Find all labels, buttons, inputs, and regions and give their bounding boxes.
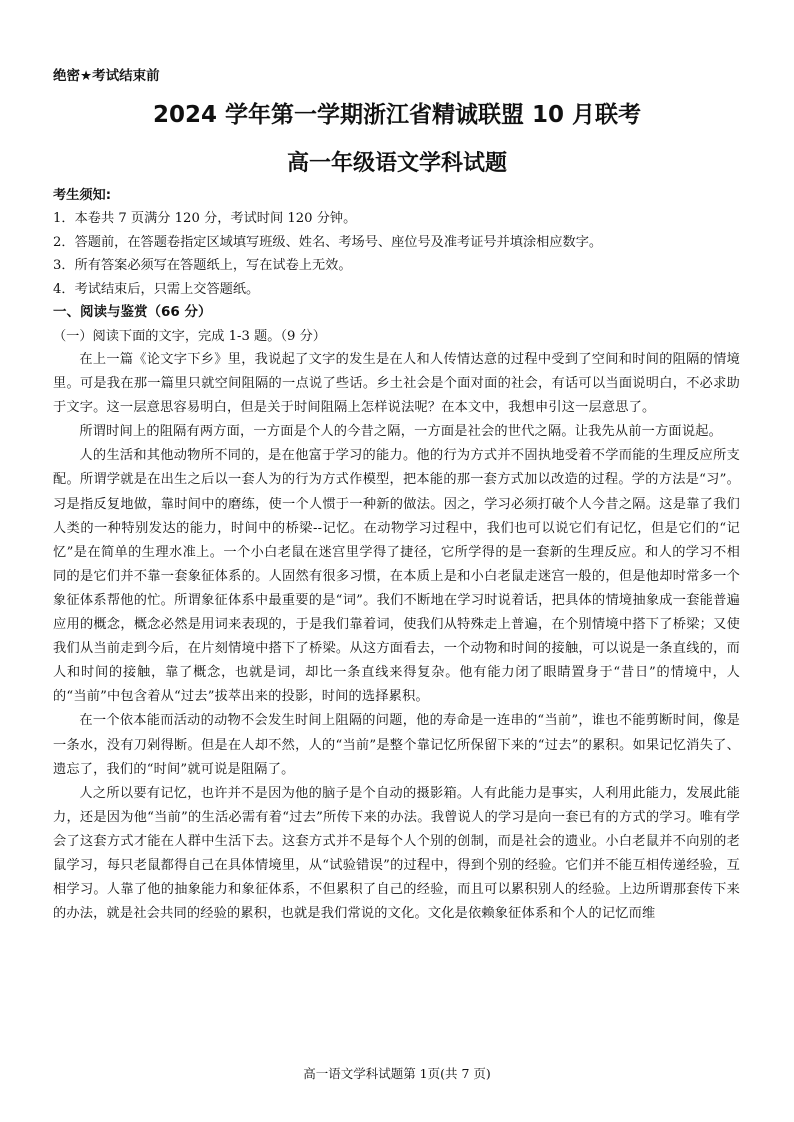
passage-paragraph: 所谓时间上的阻隔有两方面，一方面是个人的今昔之隔，一方面是社会的世代之隔。让我先从前一方面说起。: [79, 424, 722, 440]
notice-item: 2．答题前，在答题卷指定区域填写班级、姓名、考场号、座位号及准考证号并填涂相应数字。: [53, 234, 603, 250]
reading-passage: [53, 348, 740, 926]
passage-paragraph: 在一个依本能而活动的动物不会发生时间上阻隔的问题，他的寿命是一连串的“当前”，谁也不能剪断时间，像是一条水，没有刀剁得断。但是在人却不然，人的“当前”是整个靠记忆所保留下来的“过去”的累积。如果记忆消失了、遗忘了，我们的“时间”就可说是阻隔了。: [53, 713, 740, 777]
exam-subtitle: 高一年级语文学科试题: [286, 151, 507, 176]
section-heading: 一、阅读与鉴赏（66 分）: [53, 304, 212, 320]
passage-paragraph: 在上一篇《论文字下乡》里，我说起了文字的发生是在人和人传情达意的过程中受到了空间和时间的阻隔的情境里。可是我在那一篇里只就空间阻隔的一点说了些话。乡土社会是个面对面的社会，有话可以当面说明白，不必求助于文字。这一层意思容易明白，但是关于时间阻隔上怎样说法呢？在本文中，我想申引这一层意思了。: [53, 352, 740, 416]
passage-paragraph: 人的生活和其他动物所不同的，是在他富于学习的能力。他的行为方式并不固执地受着不学而能的生理反应所支配。所谓学就是在出生之后以一套人为的行为方式作模型，把本能的那一套方式加以改造的过程。学的方法是“习”。习是指反复地做，靠时间中的磨练，使一个人惯于一种新的做法。因之，学习必须打破个人今昔之隔。这是靠了我们人类的一种特别发达的能力，时间中的桥梁--记忆。在动物学习过程中，我们也可以说它们有记忆，但是它们的“记忆”是在简单的生理水准上。一个小白老鼠在迷宫里学得了捷径，它所学得的是一套新的生理反应。和人的学习不相同的是它们并不靠一套象征体系的。人固然有很多习惯，在本质上是和小白老鼠走迷宫一般的，但是他却时常多一个象征体系帮他的忙。所谓象征体系中最重要的是“词”。我们不断地在学习时说着话，把具体的情境抽象成一套能普遍应用的概念，概念必然是用词来表现的，于是我们靠着词，使我们从特殊走上普遍，在个别情境中搭下了桥梁；又使我们从当前走到今后，在片刻情境中搭下了桥梁。从这方面看去，一个动物和时间的接触，可以说是一条直线的，而人和时间的接触，靠了概念，也就是词，却比一条直线来得复杂。他有能力闭了眼睛置身于“昔日”的情境中，人的“当前”中包含着从“过去”拔萃出来的投影，时间的选择累积。: [53, 448, 740, 705]
notice-item: 4．考试结束后，只需上交答题纸。: [53, 281, 260, 297]
passage-paragraph: 人之所以要有记忆，也许并不是因为他的脑子是个自动的摄影箱。人有此能力是事实，人利用此能力，发展此能力，还是因为他“当前”的生活必需有着“过去”所传下来的办法。我曾说人的学习是向一套已有的方式的学习。唯有学会了这套方式才能在人群中生活下去。这套方式并不是每个人个别的创制，而是社会的遗业。小白老鼠并不向别的老鼠学习，每只老鼠都得自己在具体情境里，从“试验错误”的过程中，得到个别的经验。它们并不能互相传递经验，互相学习。人靠了他的抽象能力和象征体系，不但累积了自己的经验，而且可以累积别人的经验。上边所谓那套传下来的办法，就是社会共同的经验的累积，也就是我们常说的文化。文化是依赖象征体系和个人的记忆而维: [53, 785, 740, 922]
candidate-notice: [53, 184, 753, 301]
notice-heading: 考生须知:: [53, 188, 112, 203]
notice-item: 1．本卷共 7 页满分 120 分，考试时间 120 分钟。: [53, 211, 357, 226]
page-footer: 高一语文学科试题第 1页(共 7 页): [303, 1066, 491, 1081]
notice-item: 3．所有答案必须写在答题纸上，写在试卷上无效。: [53, 258, 352, 273]
section-subheading: （一）阅读下面的文字，完成 1-3 题。（9 分）: [53, 329, 326, 344]
confidential-label: 绝密★考试结束前: [53, 68, 160, 84]
exam-title: 2024 学年第一学期浙江省精诚联盟 10 月联考: [152, 102, 642, 128]
